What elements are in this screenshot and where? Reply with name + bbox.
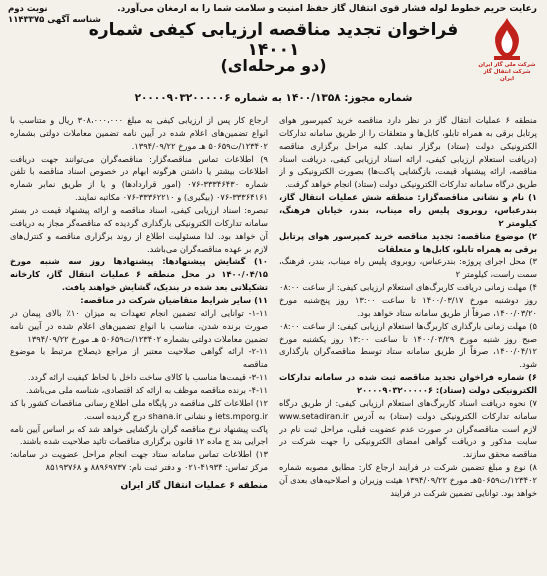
clause-3: ۳) محل اجرای پروژه: بندرعباس، روبروی پلیس راه میناب، بندر، فرهنگ، سمت راست، کیلومتر ۲: [279, 256, 537, 280]
page-title: فراخوان تجدید مناقصه ارزیابی کیفی شماره ۱۴۰۰۱: [88, 20, 459, 60]
left-column: [10, 114, 268, 568]
ad-round-label: نوبت دوم: [8, 4, 48, 14]
clause-13: ۱۳) اطلاعات تماس سامانه ستاد جهت انجام مراحل عضویت در سامانه: مرکز تماس: ۴۱۹۳۴-۰۲۱ و دفتر ثبت نام: ۸۸۹۶۹۷۳۷ و ۸۵۱۹۳۷۶۸: [10, 449, 268, 473]
signature: منطقه ۶ عملیات انتقال گاز ایران: [120, 481, 268, 492]
clause-10: ۱۰) گشایش پیشنهادها: پیشنهادها روز سه شنبه مورخ ۱۴۰۰/۰۴/۱۵ در محل منطقه ۶ عملیات انتقال گاز، کارخانه تشکیلاتی بعد شده در بندیک، گشایش خواهند یافت.: [10, 256, 268, 293]
clause-12: ۱۲) اطلاعات کلی مناقصه در پایگاه ملی اطلاع رسانی مناقصات کشور با کد iets.mporg.ir و نشانی shana.ir درج گردیده است.: [10, 397, 268, 421]
clause-6: ۶) شماره فراخوان تجدید مناقصه ثبت شده در سامانه تدارکات الکترونیکی دولت (ستاد): ۲۰۰۰۰۹۰۳۲۰۰۰۰۰۶: [279, 372, 537, 396]
clause-2: ۲) موضوع مناقصه: تجدید مناقصه خرید کمپرسور هوای پرتابل برقی به همراه تابلو، کابل‌ها و متعلقات: [279, 230, 537, 254]
flame-logo-icon: [488, 16, 526, 62]
note-paragraph: تبصره: اسناد ارزیابی کیفی، اسناد مناقصه و ارائه پیشنهاد قیمت در بستر سامانه تدارکات الکترونیکی بارگذاری گردیده که مناقصه‌گر مجاز به دریافت آن خواهد بود. لذا مسئولیت اطلاع از روند برگزاری مناقصه و کنترل‌های لازم بر عهده مناقصه‌گران می‌باشد.: [10, 205, 268, 254]
safety-note: رعایت حریم خطوط لوله فشار قوی انتقال گاز حفظ امنیت و سلامت شما را به ارمغان می‌آورد.: [117, 4, 537, 14]
license-number: شماره مجوز: ۱۴۰۰/۱۳۵۸ به شماره ۲۰۰۰۰۹۰۳۲۰۰۰۰۰۶: [134, 92, 413, 104]
logo-caption: شرکت ملی گاز ایران شرکت انتقال گاز ایران: [478, 62, 536, 83]
clause-7: ۷) نحوه دریافت اسناد کاربرگ‌های استعلام ارزیابی کیفی: از طریق درگاه سامانه تدارکات الکترونیکی دولت (ستاد) به آدرس www.setadiran.ir لازم است مناقصه‌گران در صورت عدم عضویت قبلی، مراحل ثبت نام در سایت مذکور و دریافت گواهی امضای الکترونیکی را جهت شرکت در مناقصه محقق سازند.: [279, 397, 537, 460]
clause-11-2: ۲-۱۱- ارائه گواهی صلاحیت معتبر از مراجع ذیصلاح مرتبط با موضوع مناقصه: [10, 346, 268, 370]
clause-9: ۹) اطلاعات تماس مناقصه‌گزار: مناقصه‌گران می‌توانند جهت دریافت اطلاعات بیشتر یا داشتن هرگونه ابهام در خصوص اسناد مناقصه با تلفن شماره ۳۳۳۴۶۴۳۰-۰۷۶ (امور قراردادها) و یا از طریق نمابر شماره ۳۳۳۶۴۱۶۱-۰۷۶ (بیگیری) و ۳۳۳۶۲۲۱۰-۰۷۶ مکاتبه نمایند.: [10, 153, 268, 203]
clause-4: ۴) مهلت زمانی دریافت کاربرگ‌های استعلام ارزیابی کیفی: از ساعت ۰۸:۰۰ روز دوشنبه مورخ ۱۴۰۰/۰۳/۱۷ تا ساعت ۱۳:۰۰ روز پنج‌شنبه مورخ ۱۴۰۰/۰۳/۲۰، صرفاً از طریق سامانه ستاد خواهد بود.: [279, 282, 537, 318]
intro-paragraph: منطقه ۶ عملیات انتقال گاز در نظر دارد مناقصه خرید کمپرسور هوای پرتابل برقی به همراه تابلو، کابل‌ها و متعلقات را از طریق سامانه تدارکات الکترونیکی دولت (ستاد) برگزار نماید. کلیه مراحل برگزاری مناقصه (دریافت استعلام ارزیابی کیفی، ارائه اسناد ارزیابی کیفی، دریافت اسناد مناقصه، ارائه پیشنهاد قیمت، بازگشایی پاکت‌ها) بصورت الکترونیکی و از طریق درگاه سامانه تدارکات الکترونیکی دولت (ستاد) انجام خواهد گرفت.: [279, 115, 537, 190]
clause-5: ۵) مهلت زمانی بارگذاری کاربرگ‌ها استعلام ارزیابی کیفی: از ساعت ۰۸:۰۰ صبح روز شنبه مورخ ۱۴۰۰/۰۳/۲۹ تا ساعت ۱۳:۰۰ روز یکشنبه مورخ ۱۴۰۰/۰۴/۱۲، صرفاً از طریق سامانه ستاد توسط مناقصه‌گران بارگذاری شود.: [279, 320, 537, 370]
clause-8: ۸) نوع و مبلغ تضمین شرکت در فرایند ارجاع کار: مطابق مصوبه شماره ۱۲۳۴۰۲/ت۵۰۶۵۹هـ مورخ ۱۳۹۴/۰۹/۲۲ هیئت وزیران و اصلاحیه‌های بعدی آن خواهد بود. توانایی تضمین شرکت در فرایند: [279, 462, 537, 498]
clause-1: ۱) نام و نشانی مناقصه‌گزار: منطقه شش عملیات انتقال گاز، بندرعباس، روبروی پلیس راه میناب، بندر، خیابان فرهنگ، کیلومتر ۲: [279, 192, 537, 228]
ad-id: شناسه آگهی ۱۱۴۳۳۷۵: [8, 15, 101, 26]
clause-11-3: ۳-۱۱- قیمت‌ها مناسب با کالای ساخت داخل با لحاظ کیفیت ارائه گردد.: [27, 372, 268, 383]
qualification-note: پاکت پیشنهاد نرخ مناقصه گران بارگشایی خواهد شد که بر اساس آیین نامه اجرایی بند ج ماده ۱۲ قانون برگزاری مناقصات تائید صلاحیت شده باشند.: [10, 423, 268, 447]
company-logo: [477, 16, 537, 88]
clause-11: ۱۱) سایر شرایط متقاضیان شرکت در مناقصه:: [80, 295, 268, 306]
right-column: [279, 114, 537, 568]
page-subtitle: (دو مرحله‌ای): [220, 56, 327, 75]
clause-11-4: ۴-۱۱- برنده مناقصه موظف به ارائه کد اقتصادی، شناسه ملی می‌باشد.: [25, 385, 268, 396]
clause-8-cont: ارجاع کار پس از ارزیابی کیفی به مبلغ ۳۰۸،۰۰۰،۰۰۰ ریال و متناسب با انواع تضمین‌های اعلام شده در آیین نامه تضمین معاملات دولتی بشماره ۱۲۳۴۰۲/ت۵۰۶۵۹ هـ مورخ ۱۳۹۴/۰۹/۲۲.: [10, 115, 268, 151]
clause-11-1: ۱-۱۱- توانایی ارائه تضمین انجام تعهدات به میزان ۱۰٪ بالای پیمان در صورت برنده شدن، مناسب با انواع تضمین‌های اعلام شده در آیین نامه تضمین معاملات دولتی بشماره ۱۲۳۴۰۲/ت۵۰۶۵۹ هـ مورخ ۱۳۹۴/۰۹/۲۲: [10, 307, 268, 344]
